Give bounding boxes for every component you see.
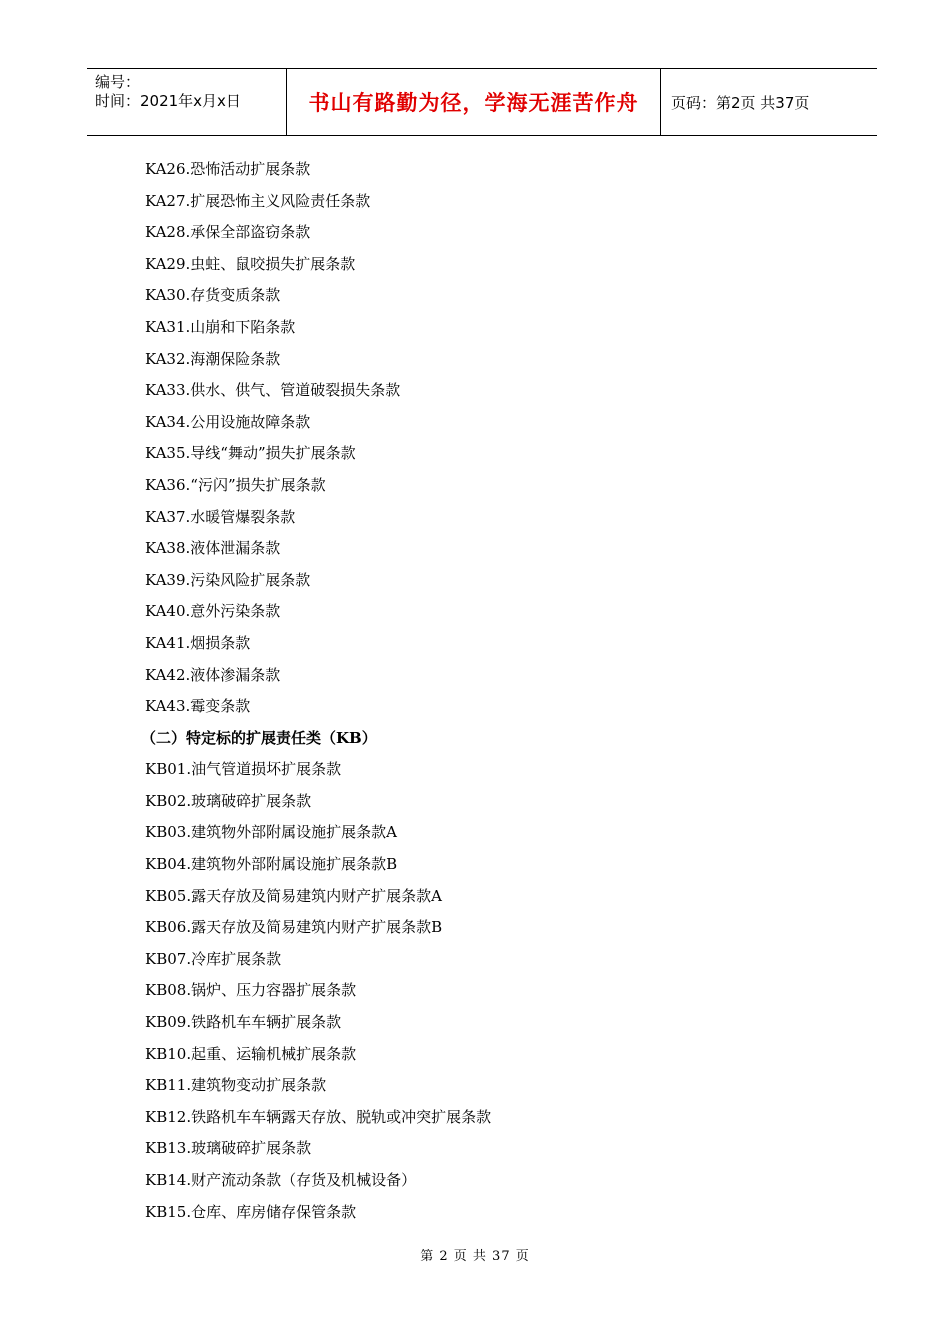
list-item: KA42.液体渗漏条款 xyxy=(145,665,281,684)
list-item: KB09.铁路机车车辆扩展条款 xyxy=(145,1013,342,1032)
time-label: 时间：2021年x月x日 xyxy=(95,92,241,110)
list-item: KA33.供水、供气、管道破裂损失条款 xyxy=(145,381,401,400)
list-item: KB07.冷库扩展条款 xyxy=(145,949,282,968)
list-item: KB08.锅炉、压力容器扩展条款 xyxy=(145,981,357,1000)
list-item: KB13.玻璃破碎扩展条款 xyxy=(145,1139,312,1158)
section-heading: （二）特定标的扩展责任类（KB） xyxy=(141,728,377,747)
list-item: KA36.“污闪”损失扩展条款 xyxy=(145,475,326,494)
list-item: KA39.污染风险扩展条款 xyxy=(145,570,311,589)
list-item: KA28.承保全部盗窃条款 xyxy=(145,223,311,242)
header-motto: 书山有路勤为径，学海无涯苦作舟 xyxy=(287,69,661,135)
list-item: KB06.露天存放及简易建筑内财产扩展条款B xyxy=(145,918,443,937)
list-item: KB04.建筑物外部附属设施扩展条款B xyxy=(145,855,398,874)
header-meta xyxy=(87,69,287,135)
list-item: KA35.导线“舞动”损失扩展条款 xyxy=(145,444,356,463)
list-item: KB01.油气管道损坏扩展条款 xyxy=(145,760,342,779)
list-item: KA26.恐怖活动扩展条款 xyxy=(145,160,311,178)
list-item: KB03.建筑物外部附属设施扩展条款A xyxy=(145,823,397,842)
list-item: KA34.公用设施故障条款 xyxy=(145,412,311,431)
list-item: KA32.海潮保险条款 xyxy=(145,349,281,368)
list-item: KA29.虫蛀、鼠咬损失扩展条款 xyxy=(145,254,356,273)
page-footer: 第 2 页 共 37 页 xyxy=(420,1249,530,1264)
list-item: KB05.露天存放及简易建筑内财产扩展条款A xyxy=(145,886,442,905)
list-item: KA30.存货变质条款 xyxy=(145,286,281,305)
list-item: KA38.液体泄漏条款 xyxy=(145,539,281,558)
list-item: KB02.玻璃破碎扩展条款 xyxy=(145,791,312,810)
header-page-info: 页码：第2页 共37页 xyxy=(671,93,810,112)
list-item: KA41.烟损条款 xyxy=(145,633,251,652)
clause-list xyxy=(141,154,845,1228)
list-item: KA40.意外污染条款 xyxy=(145,602,281,621)
list-item: KB10.起重、运输机械扩展条款 xyxy=(145,1044,357,1063)
list-item: KB14.财产流动条款（存货及机械设备） xyxy=(145,1171,417,1189)
page-header xyxy=(87,68,877,136)
list-item: KB15.仓库、库房储存保管条款 xyxy=(145,1202,357,1221)
list-item: KA37.水暖管爆裂条款 xyxy=(145,507,296,526)
list-item: KA43.霉变条款 xyxy=(145,697,251,716)
list-item: KB11.建筑物变动扩展条款 xyxy=(145,1076,327,1095)
list-item: KA31.山崩和下陷条款 xyxy=(145,317,296,336)
list-item: KA27.扩展恐怖主义风险责任条款 xyxy=(145,191,371,210)
code-label: 编号： xyxy=(95,73,141,91)
list-item: KB12.铁路机车车辆露天存放、脱轨或冲突扩展条款 xyxy=(145,1107,492,1126)
